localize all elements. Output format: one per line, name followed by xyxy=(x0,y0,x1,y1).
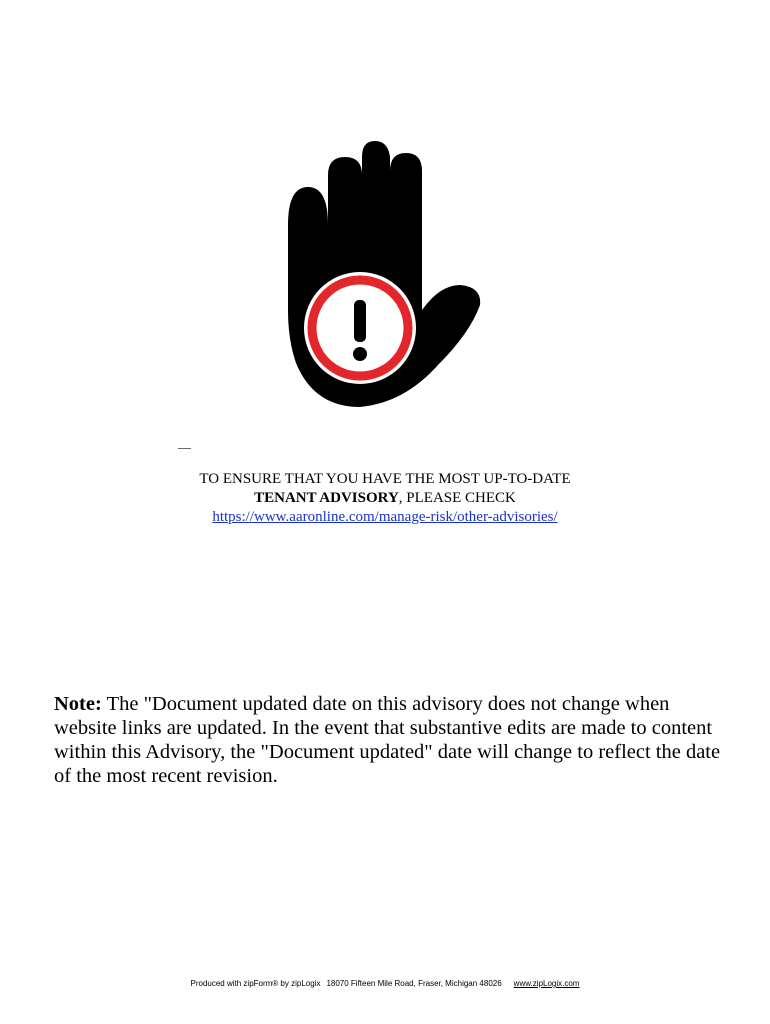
note-label: Note: xyxy=(54,693,102,715)
advisory-title: TENANT ADVISORY xyxy=(254,490,399,506)
separator-dash: — xyxy=(178,440,191,455)
advisories-link[interactable]: https://www.aaronline.com/manage-risk/other-advisories/ xyxy=(212,509,558,525)
note-paragraph xyxy=(54,692,734,788)
footer-address: 18070 Fifteen Mile Road, Fraser, Michigan 48026 xyxy=(326,979,502,988)
advisory-notice xyxy=(0,470,770,527)
advisory-line-1: TO ENSURE THAT YOU HAVE THE MOST UP-TO-DATE xyxy=(199,471,571,487)
footer xyxy=(0,979,770,988)
advisory-check-text: , PLEASE CHECK xyxy=(398,490,516,506)
stop-hand-icon xyxy=(270,135,490,415)
footer-website-link[interactable]: www.zipLogix.com xyxy=(513,979,580,988)
note-text: The "Document updated date on this advisory does not change when website links are updated. In the event that substantive edits are made to content within this Advisory, the "Document updated" date will change to reflect the date of the most recent revision. xyxy=(54,693,721,787)
footer-produced: Produced with zipForm® by zipLogix xyxy=(190,979,321,988)
advisory-line-2 xyxy=(0,489,770,508)
